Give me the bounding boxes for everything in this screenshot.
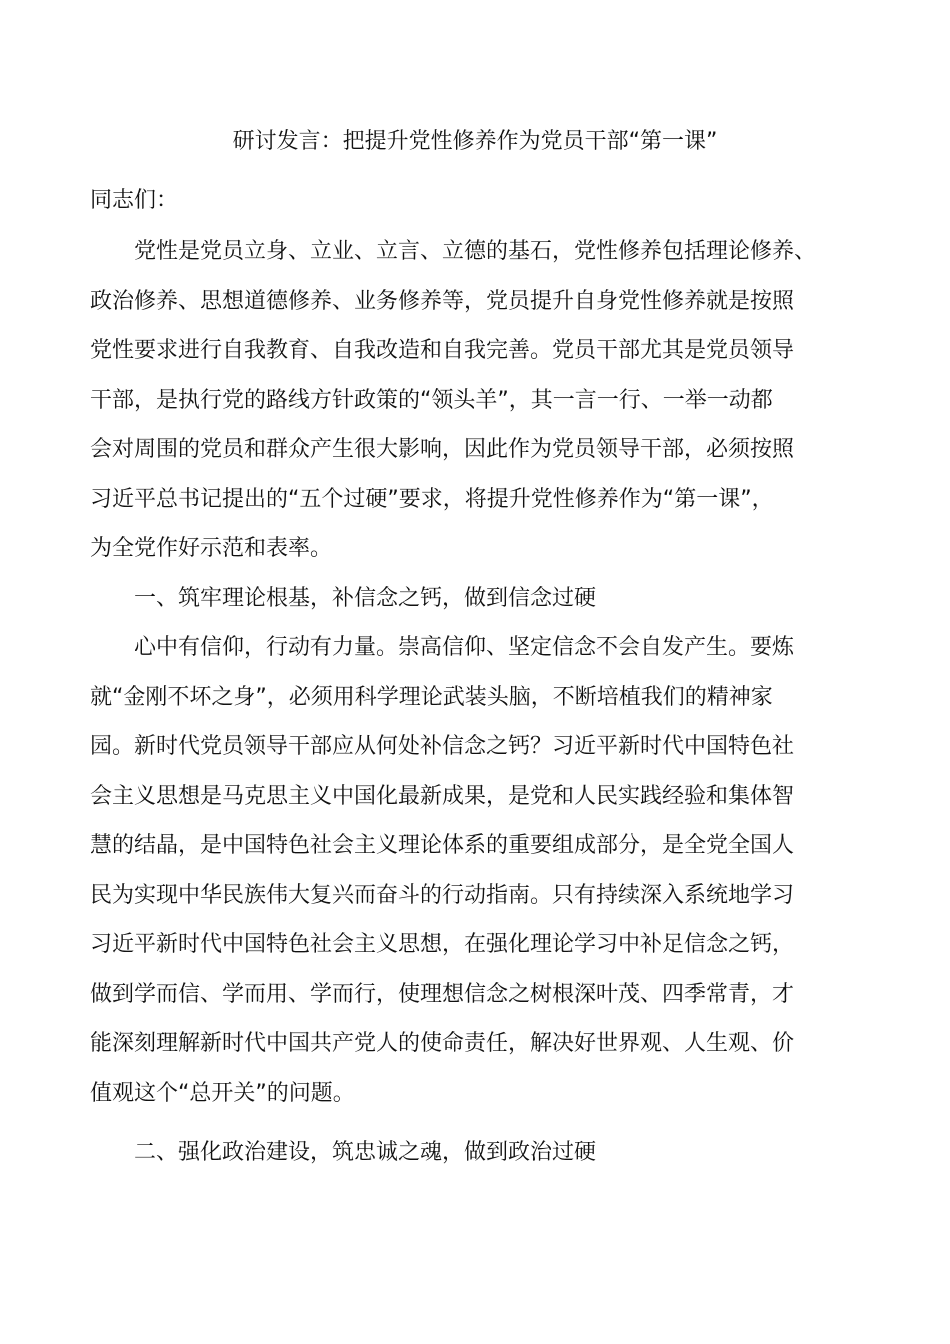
paragraph-line: 能深刻理解新时代中国共产党人的使命责任，解决好世界观、人生观、价: [90, 1031, 795, 1056]
paragraph-line: 做到学而信、学而用、学而行，使理想信念之树根深叶茂、四季常青，才: [90, 981, 795, 1007]
document-title: 研讨发言：把提升党性修养作为党员干部“第一课”: [232, 129, 718, 154]
paragraph-line: 党性是党员立身、立业、立言、立德的基石，党性修养包括理论修养、: [90, 239, 817, 264]
paragraph-line: 值观这个“总开关”的问题。: [90, 1080, 355, 1106]
paragraph-line: 会主义思想是马克思主义中国化最新成果，是党和人民实践经验和集体智: [90, 783, 795, 809]
paragraph-line: 习近平新时代中国特色社会主义思想，在强化理论学习中补足信念之钙，: [90, 932, 795, 957]
paragraph-line: 为全党作好示范和表率。: [90, 536, 333, 561]
paragraph-line: 党性要求进行自我教育、自我改造和自我完善。党员干部尤其是党员领导: [90, 338, 795, 363]
paragraph-line: 就“金刚不坏之身”，必须用科学理论武装头脑，不断培植我们的精神家: [90, 684, 773, 710]
section-heading-1: 一、筑牢理论根基，补信念之钙，做到信念过硬: [90, 585, 597, 611]
salutation: 同志们：: [90, 188, 179, 213]
paragraph-line: 心中有信仰，行动有力量。崇高信仰、坚定信念不会自发产生。要炼: [90, 635, 795, 660]
document-body: [90, 227, 860, 1178]
paragraph-line: 习近平总书记提出的“五个过硬”要求，将提升党性修养作为“第一课”，: [90, 486, 774, 512]
section-gap: [90, 1118, 860, 1128]
paragraph-line: 慧的结晶，是中国特色社会主义理论体系的重要组成部分，是全党全国人: [90, 833, 795, 858]
paragraph-line: 民为实现中华民族伟大复兴而奋斗的行动指南。只有持续深入系统地学习: [90, 882, 795, 908]
paragraph-line: 会对周围的党员和群众产生很大影响，因此作为党员领导干部，必须按照: [90, 437, 795, 462]
paragraph-line: 政治修养、思想道德修养、业务修养等，党员提升自身党性修养就是按照: [90, 288, 795, 314]
paragraph-line: 干部，是执行党的路线方针政策的“领头羊”，其一言一行、一举一动都: [90, 387, 773, 413]
paragraph-line: 园。新时代党员领导干部应从何处补信念之钙？习近平新时代中国特色社: [90, 734, 795, 759]
section-heading-2: 二、强化政治建设，筑忠诚之魂，做到政治过硬: [90, 1140, 597, 1165]
